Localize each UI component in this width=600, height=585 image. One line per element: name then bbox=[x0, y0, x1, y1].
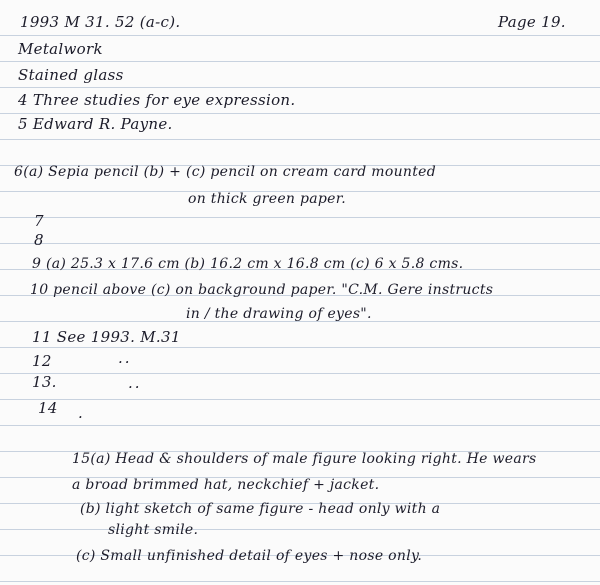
line-item-13: 13. bbox=[32, 373, 57, 391]
line-item-6-medium: 6(a) Sepia pencil (b) + (c) pencil on cream card mounted bbox=[14, 164, 436, 180]
line-item-12: 12 bbox=[32, 352, 52, 370]
line-item-14: 14 bbox=[38, 399, 58, 417]
line-item-15a-description-cont: a broad brimmed hat, neckchief + jacket. bbox=[72, 477, 380, 493]
line-item-12-ditto: .. bbox=[118, 349, 132, 367]
line-item-5-artist: 5 Edward R. Payne. bbox=[18, 115, 173, 133]
line-item-6-mount: on thick green paper. bbox=[188, 191, 346, 207]
line-item-8: 8 bbox=[34, 231, 44, 249]
page-number: Page 19. bbox=[498, 13, 566, 31]
line-item-15b-description: (b) light sketch of same figure - head only with a bbox=[80, 501, 441, 517]
line-item-11-see-also: 11 See 1993. M.31 bbox=[32, 328, 181, 346]
line-item-7: 7 bbox=[34, 212, 44, 230]
line-item-15a-description: 15(a) Head & shoulders of male figure looking right. He wears bbox=[72, 451, 537, 467]
line-item-13-ditto: .. bbox=[128, 374, 142, 392]
catalogue-reference: 1993 M 31. 52 (a-c). bbox=[20, 13, 181, 31]
line-item-10-inscription: 10 pencil above (c) on background paper. "C.M. Gere instructs bbox=[30, 282, 494, 298]
line-material: Stained glass bbox=[18, 66, 124, 84]
line-item-14-ditto: . bbox=[78, 404, 85, 422]
line-object-type: Metalwork bbox=[18, 40, 103, 58]
line-item-15b-description-cont: slight smile. bbox=[108, 522, 199, 538]
line-item-9-dimensions: 9 (a) 25.3 x 17.6 cm (b) 16.2 cm x 16.8 cm (c) 6 x 5.8 cms. bbox=[32, 256, 464, 272]
line-item-10-inscription-cont: in / the drawing of eyes". bbox=[186, 306, 372, 322]
line-item-15c-description: (c) Small unfinished detail of eyes + nose only. bbox=[76, 548, 423, 564]
line-item-4-title: 4 Three studies for eye expression. bbox=[18, 91, 296, 109]
